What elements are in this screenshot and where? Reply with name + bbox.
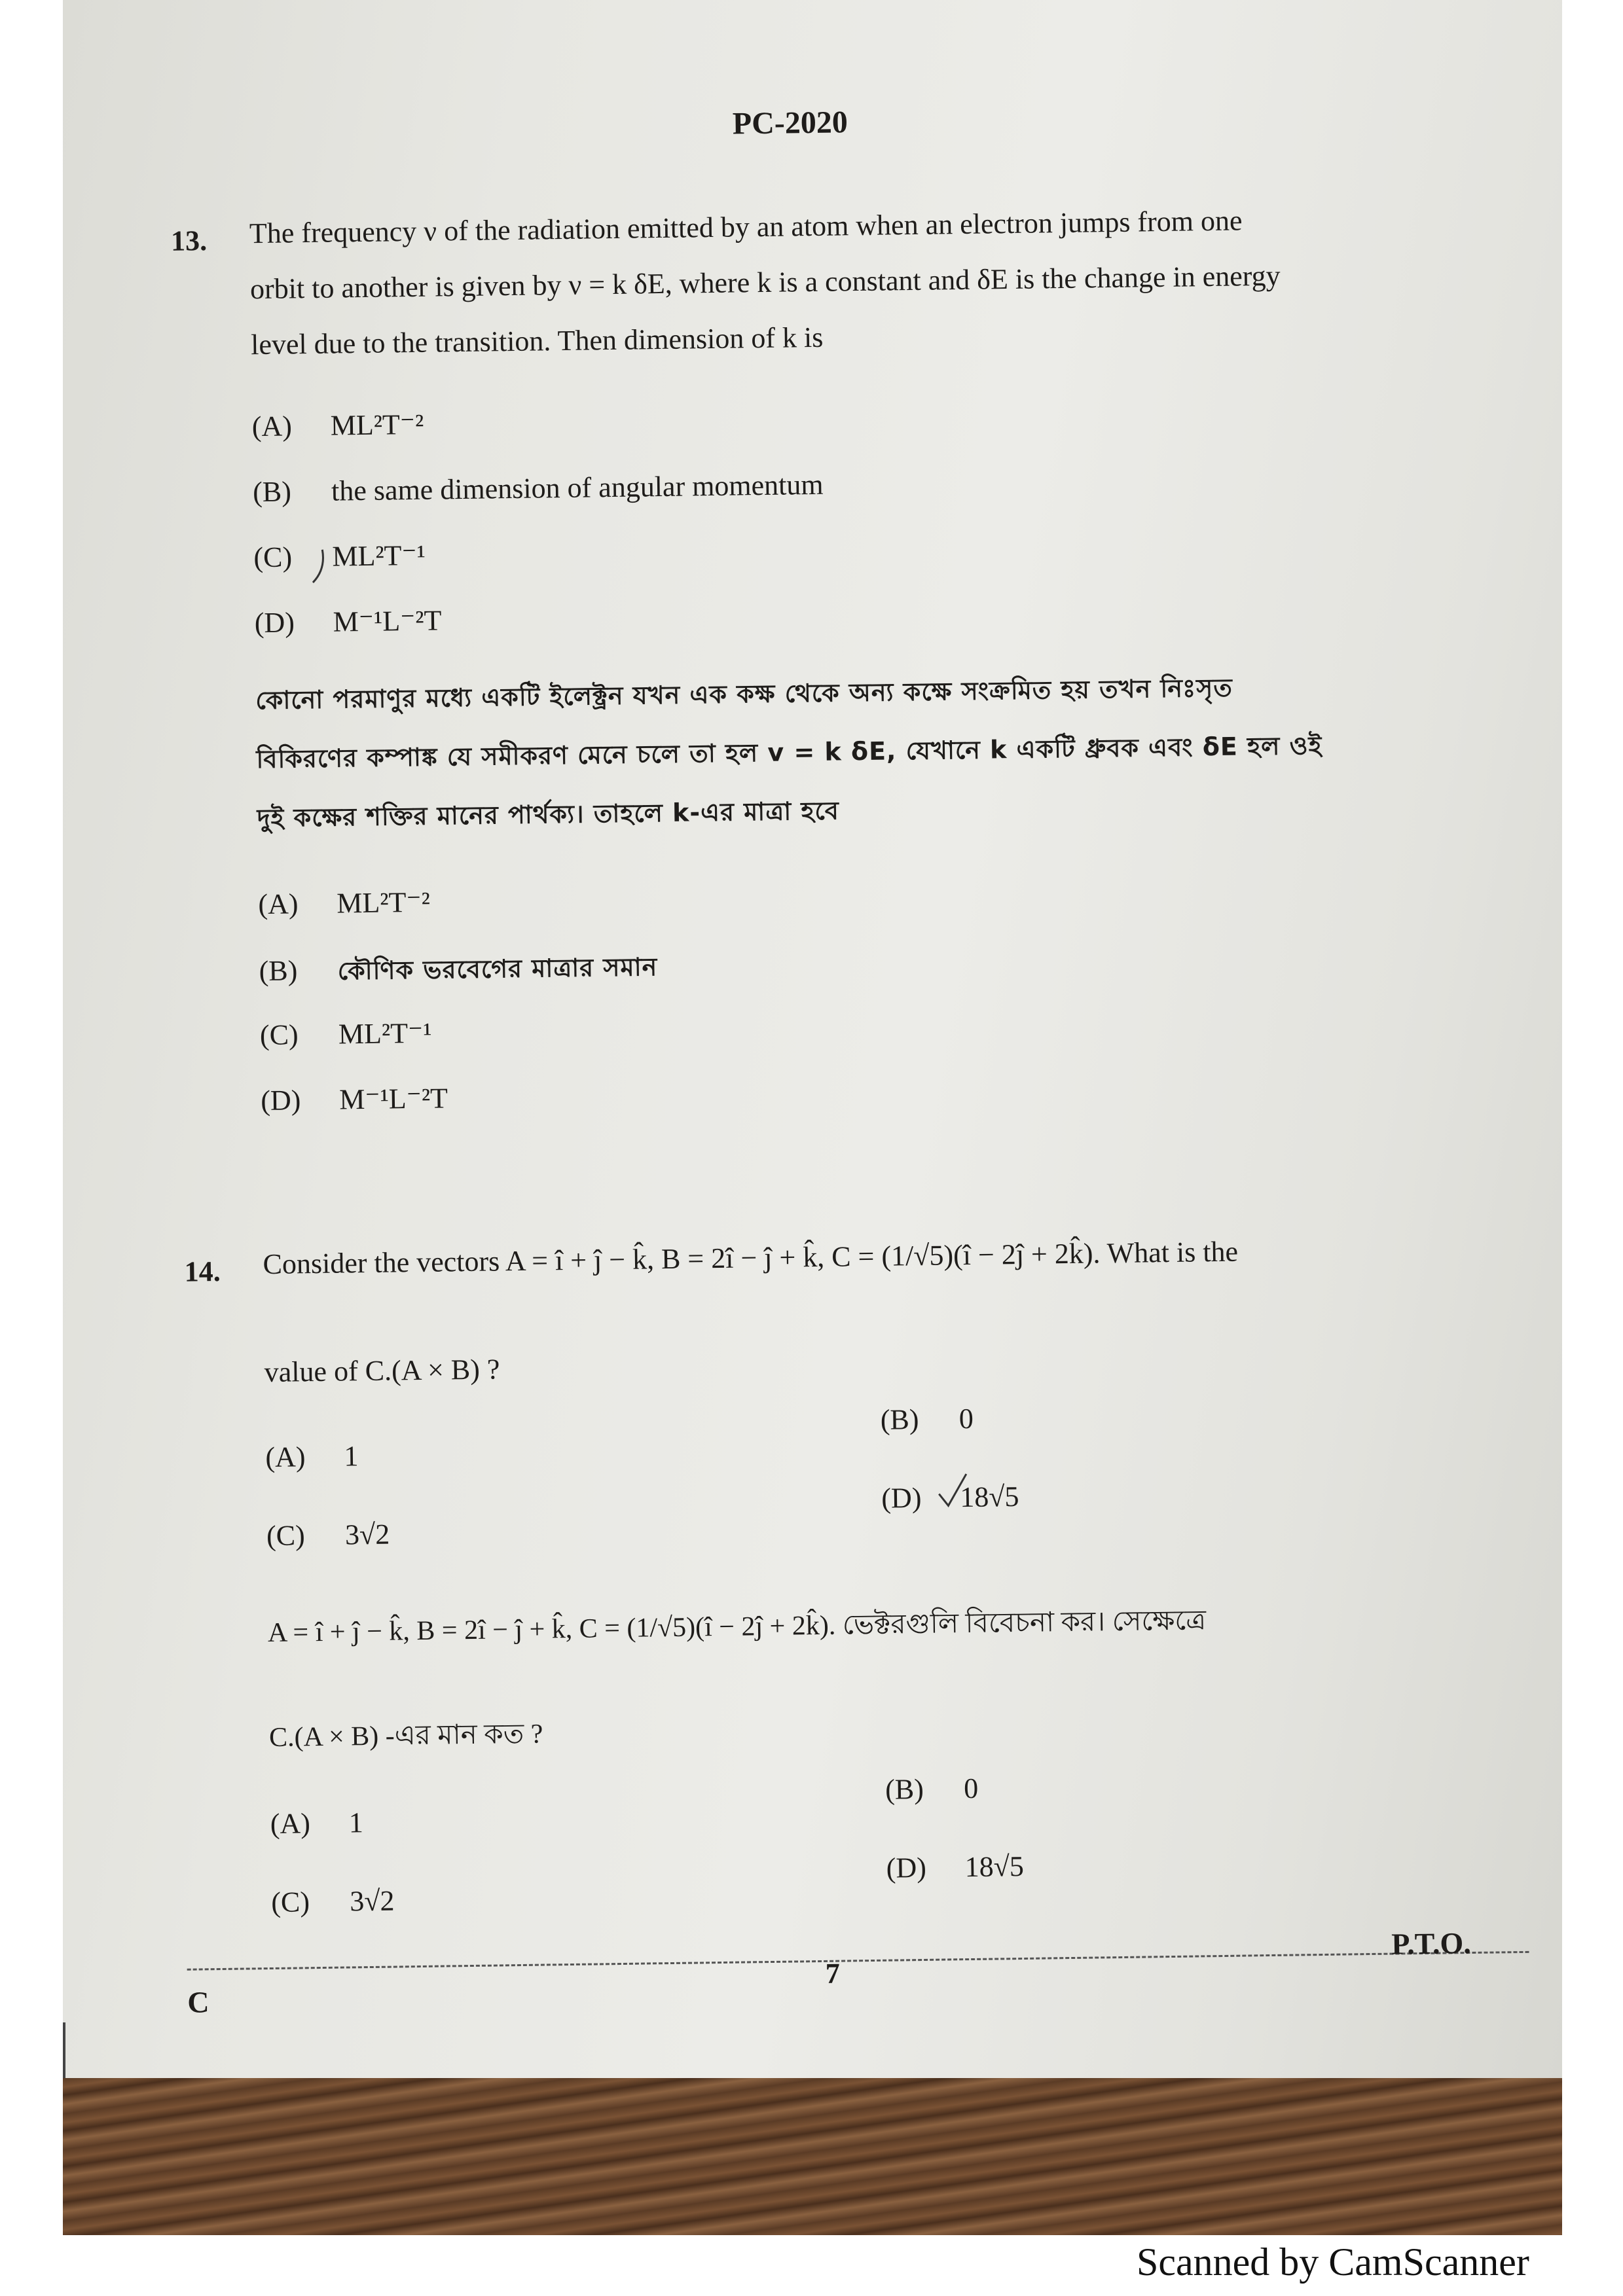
option-label: (B) (259, 954, 298, 988)
question-13-en-line-3: level due to the transition. Then dimension of k is (250, 321, 824, 361)
option-text: 0 (958, 1402, 974, 1435)
q14-en-option-b (880, 1402, 974, 1437)
option-label: (A) (265, 1441, 306, 1474)
option-label: (D) (881, 1481, 922, 1515)
q14-bn-option-a (270, 1806, 363, 1840)
option-text: 1 (348, 1806, 364, 1839)
question-13-number: 13. (170, 224, 208, 257)
footer-page-number: 7 (825, 1957, 841, 1990)
footer-divider (187, 1951, 1529, 1971)
q14-en-option-c (266, 1518, 390, 1552)
wooden-table-background (63, 2078, 1562, 2235)
option-label: (D) (254, 606, 295, 639)
question-13-en-line-1: The frequency ν of the radiation emitted by an atom when an electron jumps from one (249, 204, 1243, 250)
option-label: (D) (260, 1084, 301, 1117)
q14-bn-option-d (886, 1850, 1024, 1885)
question-13-bn-line-1: কোনো পরমাণুর মধ্যে একটি ইলেক্ট্রন যখন এক কক্ষ থেকে অন্য কক্ষে সংক্রমিত হয় তখন নিঃসৃত (255, 673, 1233, 715)
option-label: (A) (251, 410, 293, 443)
q13-en-option-b (253, 468, 824, 509)
footer-pto: P.T.O. (1391, 1926, 1472, 1961)
q13-bn-option-a (258, 886, 430, 921)
q13-bn-option-c (260, 1016, 432, 1052)
q13-en-option-a (251, 408, 424, 443)
q13-en-option-d (254, 603, 441, 639)
page-content (63, 0, 1562, 2235)
option-label: (C) (259, 1018, 299, 1052)
question-14-bn-line-1: A = î + ĵ − k̂, B = 2î − ĵ + k̂, C = (1/√5)(î − 2ĵ + 2k̂). ভেক্টরগুলি বিবেচনা কর। সেক্ষেত্রে (267, 1605, 1207, 1649)
question-14-en-line-2: value of C.(A × B) ? (264, 1353, 500, 1389)
question-13-bn-line-3: দুই কক্ষের শক্তির মানের পার্থক্য। তাহলে k-এর মাত্রা হবে (257, 796, 840, 833)
option-label: (B) (884, 1772, 924, 1806)
question-14-number: 14. (184, 1255, 221, 1288)
option-text: 18√5 (960, 1480, 1019, 1514)
option-label: (C) (266, 1519, 305, 1552)
option-text: 3√2 (344, 1518, 390, 1551)
pen-mark-icon (306, 543, 346, 589)
option-text: 0 (963, 1772, 979, 1805)
q13-bn-option-d (261, 1081, 448, 1117)
option-label: (D) (886, 1851, 927, 1884)
question-13-en-line-2: orbit to another is given by ν = k δE, where k is a constant and δE is the change in energy (249, 259, 1281, 306)
option-text: 18√5 (964, 1850, 1025, 1884)
q14-bn-option-c (271, 1884, 395, 1919)
option-text: ML²T⁻² (337, 886, 431, 920)
option-text: ML²T⁻¹ (338, 1016, 432, 1050)
q13-bn-option-b (259, 948, 657, 995)
option-text: ML²T⁻² (330, 408, 424, 442)
option-label: (B) (880, 1403, 919, 1436)
option-label: (C) (253, 541, 293, 574)
question-13-bn-line-2: বিকিরণের কম্পাঙ্ক যে সমীকরণ মেনে চলে তা হল v = k δE, যেখানে k একটি ধ্রুবক এবং δE হল ওই (256, 730, 1322, 774)
option-label: (A) (270, 1807, 311, 1840)
footer-set-code: C (187, 1985, 210, 2019)
option-text: ML²T⁻¹ (332, 539, 426, 573)
q14-en-option-a (265, 1439, 359, 1474)
q14-bn-option-b (885, 1772, 979, 1806)
option-label: (A) (258, 888, 299, 921)
option-text: the same dimension of angular momentum (331, 468, 824, 507)
scanner-watermark: Scanned by CamScanner (1137, 2240, 1529, 2284)
option-label: (C) (271, 1886, 310, 1919)
question-14-bn-line-2: C.(A × B) -এর মান কত ? (268, 1719, 543, 1753)
option-text: M⁻¹L⁻²T (333, 604, 442, 638)
scanned-page (63, 0, 1562, 2235)
question-14-en-line-1: Consider the vectors A = î + ĵ − k̂, B = 2î − ĵ + k̂, C = (1/√5)(î − 2ĵ + 2k̂). What is the (263, 1235, 1239, 1281)
option-text: কৌণিক ভরবেগের মাত্রার সমান (337, 952, 658, 986)
option-label: (B) (252, 475, 292, 509)
option-text: 1 (344, 1440, 359, 1473)
pen-tick-icon (934, 1467, 974, 1514)
paper-code: PC-2020 (732, 105, 848, 141)
option-text: M⁻¹L⁻²T (338, 1082, 448, 1116)
option-text: 3√2 (350, 1884, 395, 1918)
